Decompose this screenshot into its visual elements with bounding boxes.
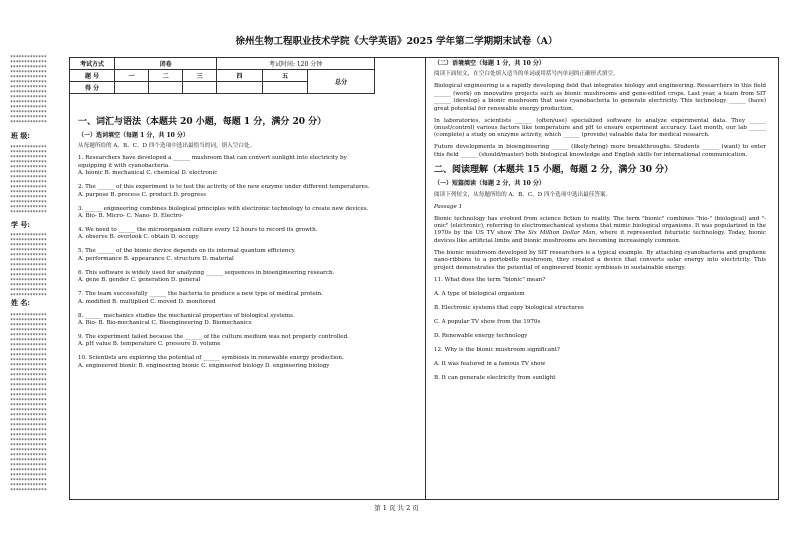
question-5: 5. The ______ of the bionic device depends on its internal quantum efficiency. <box>78 248 296 255</box>
binding-dots-2: ************* ************* ************* ************* ************* ************* ************* ************* ************* ************* ************* ************* ************* ************* <box>10 145 47 216</box>
passage-p1-end: , where it represented futuristic technology. Today, bionic devices like artificial limbs and bionic mushrooms are becoming increasingly common. <box>434 230 766 244</box>
question-10: 10. Scientists are exploring the potential of ______ symbiosis in renewable energy production. <box>78 355 344 362</box>
section2-instruction: 阅读下列短文，从每题所给的 A、B、C、D 四个选项中选出最佳答案。 <box>434 191 612 198</box>
question-11-option-a: A. A type of biological organism <box>434 290 525 297</box>
exam-title: 徐州生物工程职业技术学院《大学英语》2025 学年第二学期期末试卷（A） <box>235 36 558 47</box>
question-number-label: 题 号 <box>70 70 115 82</box>
score-cell-5 <box>262 82 308 94</box>
section2-heading: 二、阅读理解（本题共 15 小题，每题 2 分，满分 30 分） <box>434 165 674 176</box>
score-table <box>69 57 375 94</box>
cloze-paragraph-1: Biological engineering is a rapidly developing field that integrates biology and engineering. Researchers in this field ______ (work) on innovative projects such as bionic mushrooms and gene-edited crops. Last year, a team from SIT ______ (develop) a bionic mushroom that uses cyanobacteria to generate electricity. This technology ______ (have) great potential for renewable energy production. <box>434 83 766 112</box>
section1-instruction: 从每题所给的 A、B、C、D 四个选项中选出最恰当的词，填入空白处。 <box>78 143 256 150</box>
left-column <box>78 117 376 377</box>
section1-subheading: （一）选词填空（每题 1 分，共 10 分） <box>78 132 189 139</box>
section1b-instruction: 阅读下面短文，在空白处填入适当的单词或用括号内单词的正确形式填空。 <box>434 71 619 78</box>
score-cell-4 <box>217 82 263 94</box>
question-12-option-a: A. It was featured in a famous TV show <box>434 360 546 367</box>
score-cell-2 <box>149 82 183 94</box>
column-divider <box>425 57 426 499</box>
question-number-4: 四 <box>217 70 263 82</box>
question-12-option-b: B. It can generate electricity from sunlight <box>434 374 556 381</box>
cloze-paragraph-2: In laboratories, scientists ______ (often/use) specialized software to analyze experimental data. They ______ (must/control) various factors like temperature and pH to ensure experiment accuracy. Last month, our lab ______ (complete) a study on enzyme activity, which ______ (provide) valuable data for medical research. <box>434 117 766 139</box>
section1-heading: 一、词汇与语法（本题共 20 小题，每题 1 分，满分 20 分） <box>78 117 327 127</box>
question-11-option-d: D. Renewable energy technology <box>434 332 528 339</box>
question-7-options: A. modified B. multiplied C. moved D. monitored <box>78 298 216 305</box>
question-3-options: A. Bio- B. Micro- C. Nano- D. Electro- <box>78 213 184 220</box>
page-footer: 第 1 页 共 2 页 <box>374 504 419 512</box>
question-2-options: A. purpose B. process C. product D. progress <box>78 191 206 198</box>
question-1: 1. Researchers have developed a ______ mushroom that can convert sunlight into electricity by equipping it with cyanobacteria. <box>78 155 347 169</box>
binding-dots-4: ************* ************* ************* ************* ************* ************* ************* ************* ************* ************* ************* ************* ************* ************* ************* ************* ************* ************* ************* ************* ************* ************* ************* ************* ************* ************* ************* ************* ************* ************* ************* ************* ************* ************* ************* ************* <box>10 313 47 494</box>
passage-label: Passage 1 <box>434 203 463 210</box>
passage-paragraph-2: The bionic mushroom developed by SIT researchers is a typical example. By attaching cyanobacteria and graphene nano-ribbons to a portobello mushroom, they created a device that converts solar energy into electricity. This project demonstrates the potential of engineered bionic symbiosis in sustainable energy. <box>434 249 766 271</box>
section2-subheading: （一）短篇阅读（每题 2 分，共 10 分） <box>434 180 545 188</box>
question-3: 3. ______ engineering combines biological principles with electronic technology to create new devices. <box>78 205 369 212</box>
question-number-2: 二 <box>149 70 183 82</box>
score-cell-3 <box>183 82 217 94</box>
question-5-options: A. performance B. appearance C. structure D. material <box>78 255 234 262</box>
binding-dots-3: ************* ************* ************* ************* ************* ************* ************* ************* ************* ************* ************* ************* ************* <box>10 233 47 299</box>
question-number-5: 五 <box>262 70 308 82</box>
question-7: 7. The team successfully ______ the bacteria to produce a new type of medical protein. <box>78 291 323 298</box>
right-column <box>434 60 766 389</box>
name-label: 姓 名: <box>11 298 31 307</box>
question-4: 4. We need to ______ the microorganism culture every 12 hours to record its growth. <box>78 227 318 234</box>
score-cell-1 <box>115 82 149 94</box>
section1b-subheading: （二）语境填空（每题 1 分，共 10 分） <box>434 60 545 67</box>
class-label: 班 级: <box>11 131 31 140</box>
passage-paragraph-1 <box>434 216 766 246</box>
question-12: 12. Why is the bionic mushroom significant? <box>434 346 560 353</box>
student-id-label: 学 号: <box>11 220 31 229</box>
question-11: 11. What does the term "bionic" mean? <box>434 276 546 283</box>
question-11-option-c: C. A popular TV show from the 1970s <box>434 318 541 325</box>
question-9: 9. The experiment failed because the ______ of the culture medium was not properly controlled. <box>78 334 349 341</box>
exam-method-label: 考试方式 <box>70 58 115 70</box>
question-8-options: A. Bio- B. Bio-mechanical C. Bioengineering D. Biomechanics <box>78 320 252 327</box>
question-8: 8. ______ mechanics studies the mechanical properties of biological systems. <box>78 312 295 319</box>
binding-dots-1: ************* ************* ************* ************* ************* ************* ************* ************* ************* ************* ************* ************* ************* ************* <box>10 55 47 126</box>
question-1-options: A. bionic B. mechanical C. chemical D. electronic <box>78 170 218 177</box>
question-6: 6. This software is widely used for analyzing ______ sequences in bioengineering research. <box>78 269 335 276</box>
question-11-option-b: B. Electronic systems that copy biological structures <box>434 304 584 311</box>
cloze-paragraph-3: Future developments in bioengineering ______ (likely/bring) more breakthroughs. Students ______ (want) to enter this field ______ (should/master) both biological knowledge and English skills for international communication. <box>434 144 766 158</box>
passage-p1-start: Bionic technology has evolved from science fiction to reality. The term "bionic" combines "bio-" (biological) and "-onic" (electronic), referring to electromechanical systems that mimic biological organisms. It was popularized in the 1970s by the US TV show <box>434 215 766 237</box>
total-score-label: 总分 <box>308 70 375 94</box>
binding-margin <box>0 0 62 549</box>
question-number-1: 一 <box>115 70 149 82</box>
exam-method-value: 闭卷 <box>115 58 217 70</box>
passage-show-title: The Six Million Dollar Man <box>514 230 596 237</box>
question-number-3: 三 <box>183 70 217 82</box>
question-6-options: A. gene B. gender C. generation D. general <box>78 277 201 284</box>
question-9-options: A. pH value B. temperature C. pressure D. volume <box>78 341 221 348</box>
exam-time-label: 考试时间: 120 分钟 <box>217 58 375 70</box>
question-10-options: A. engineered bionic B. engineering bionic C. engineered biology D. engineering biology <box>78 362 330 369</box>
question-2: 2. The ______ of this experiment is to test the activity of the new enzyme under different temperatures. <box>78 184 370 191</box>
question-4-options: A. observe B. overlook C. obtain D. occupy <box>78 234 199 241</box>
score-row-label: 得 分 <box>70 82 115 94</box>
